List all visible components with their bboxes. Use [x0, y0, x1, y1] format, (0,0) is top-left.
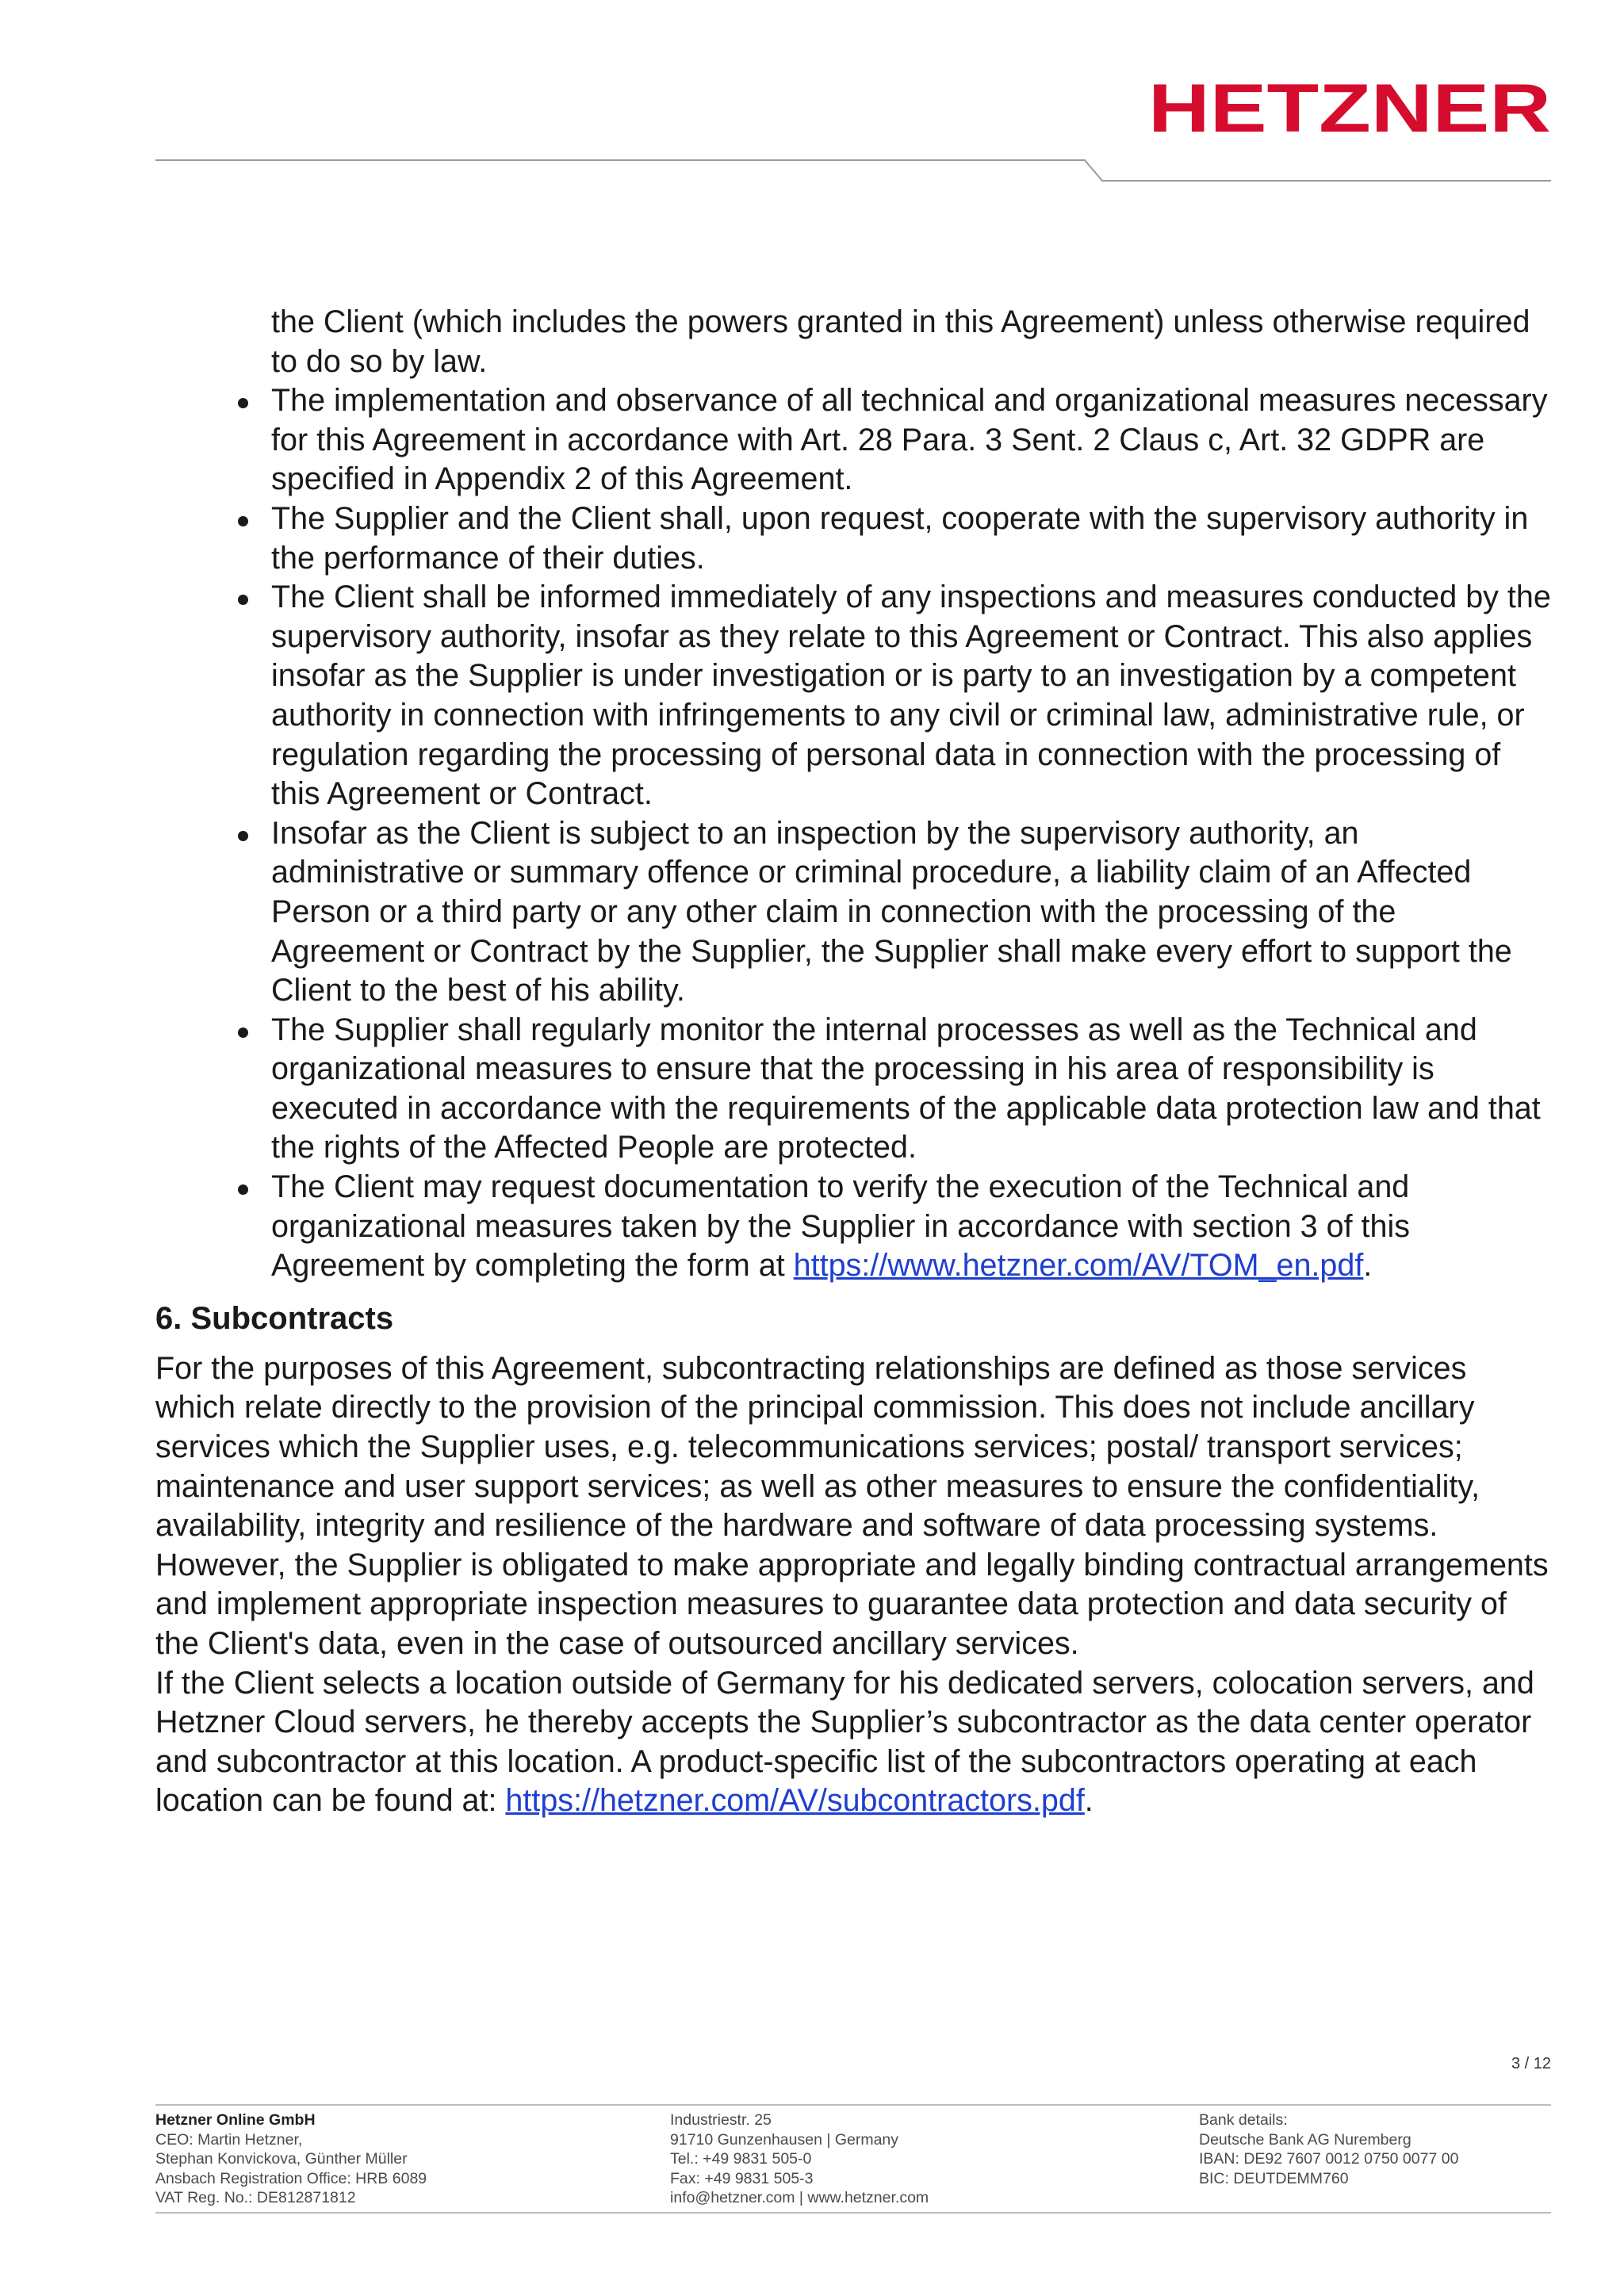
bullet-icon	[238, 595, 248, 605]
paragraph-suffix: .	[1084, 1783, 1094, 1819]
list-item-text: The Client shall be informed immediately of any inspections and measures conducted by the supervisory authority, insofar as they relate to this Agreement or Contract. This also applies insofar as the Supplier is under investigation or is party to an investigation by a competent authority in connection with infringements to any civil or criminal law, administrative rule, or regulation regarding the processing of personal data in connection with the processing of this Agreement or Contract.	[271, 580, 1551, 812]
footer-divider-bottom	[155, 2212, 1551, 2214]
list-item-text: The Supplier and the Client shall, upon request, cooperate with the supervisory authority in the performance of their duties.	[271, 500, 1529, 576]
list-item	[271, 499, 1551, 578]
company-line: Stephan Konvickova, Günther Müller	[155, 2150, 408, 2168]
company-line: Ansbach Registration Office: HRB 6089	[155, 2169, 427, 2187]
list-item	[271, 1168, 1551, 1286]
hetzner-logo-text: HETZNER	[1148, 78, 1551, 138]
footer-divider-top	[155, 2104, 1551, 2106]
list-item-text: The Supplier shall regularly monitor the internal processes as well as the Technical and organizational measures to ensure that the processing in his area of responsibility is executed in accordance with the requirements of the applicable data protection law and that the rights of the Affected People are protected.	[271, 1012, 1541, 1165]
paragraph: For the purposes of this Agreement, subcontracting relationships are defined as those services which relate directly to the provision of the principal commission. This does not include ancillary services which the Supplier uses, e.g. telecommunications services; postal/ transport services; maintenance and user support services; as well as other measures to ensure the confidentiality, availability, integrity and resilience of the hardware and software of data processing systems. However, the Supplier is obligated to make appropriate and legally binding contractual arrangements and implement appropriate inspection measures to guarantee data protection and data security of the Client's data, even in the case of outsourced ancillary services.	[155, 1350, 1549, 1661]
bullet-icon	[238, 1027, 248, 1038]
bank-line: Deutsche Bank AG Nuremberg	[1199, 2130, 1411, 2149]
paragraph	[155, 1664, 1551, 1821]
bank-line: IBAN: DE92 7607 0012 0750 0077 00	[1199, 2150, 1459, 2168]
hetzner-logo	[1148, 78, 1551, 138]
subcontractors-link[interactable]: https://hetzner.com/AV/subcontractors.pdf	[505, 1783, 1085, 1819]
bullet-list	[155, 303, 1551, 1286]
list-item	[271, 1011, 1551, 1168]
company-name: Hetzner Online GmbH	[155, 2111, 316, 2129]
address-line: Industriestr. 25	[670, 2111, 772, 2129]
footer-bank	[1199, 2110, 1458, 2188]
bullet-icon	[238, 516, 248, 526]
footer-company	[155, 2110, 427, 2208]
address-line: Fax: +49 9831 505-3	[670, 2169, 814, 2187]
list-item	[271, 814, 1551, 1011]
address-line: info@hetzner.com | www.hetzner.com	[670, 2189, 929, 2207]
footer-address	[670, 2110, 929, 2208]
list-item-continuation	[271, 303, 1551, 381]
company-line: VAT Reg. No.: DE812871812	[155, 2189, 356, 2207]
list-item-text: the Client (which includes the powers granted in this Agreement) unless otherwise required to do so by law.	[271, 304, 1530, 379]
bank-line: BIC: DEUTDEMM760	[1199, 2169, 1349, 2187]
document-body	[155, 303, 1551, 1821]
address-line: 91710 Gunzenhausen | Germany	[670, 2130, 899, 2149]
list-item	[271, 381, 1551, 499]
list-item-text: The implementation and observance of all technical and organizational measures necessary for this Agreement in accordance with Art. 28 Para. 3 Sent. 2 Claus c, Art. 32 GDPR are specified in Appendix 2 of this Agreement.	[271, 383, 1548, 497]
list-item-text: Insofar as the Client is subject to an inspection by the supervisory authority, an administrative or summary offence or criminal procedure, a liability claim of an Affected Person or a third party or any other claim in connection with the processing of the Agreement or Contract by the Supplier, the Supplier shall make every effort to support the Client to the best of his ability.	[271, 815, 1512, 1008]
tom-document-link[interactable]: https://www.hetzner.com/AV/TOM_en.pdf	[793, 1248, 1364, 1284]
bullet-icon	[238, 1184, 248, 1195]
bullet-icon	[238, 831, 248, 841]
list-item-suffix: .	[1363, 1248, 1373, 1284]
list-item-text: The Client may request documentation to verify the execution of the Technical and organizational measures taken by the Supplier in accordance with section 3 of this Agreement by completing the form at	[271, 1169, 1410, 1284]
paragraph-text: If the Client selects a location outside of Germany for his dedicated servers, colocation servers, and Hetzner Cloud servers, he thereby accepts the Supplier’s subcontractor as the data center operator and subcontractor at this location. A product-specific list of the subcontractors operating at each location can be found at:	[155, 1665, 1534, 1819]
address-line: Tel.: +49 9831 505-0	[670, 2150, 812, 2168]
section-heading: 6. Subcontracts	[155, 1300, 394, 1336]
bank-line: Bank details:	[1199, 2111, 1288, 2129]
list-item	[271, 578, 1551, 814]
bullet-icon	[238, 398, 248, 408]
page-number: 3 / 12	[1511, 2055, 1551, 2072]
company-line: CEO: Martin Hetzner,	[155, 2130, 303, 2149]
